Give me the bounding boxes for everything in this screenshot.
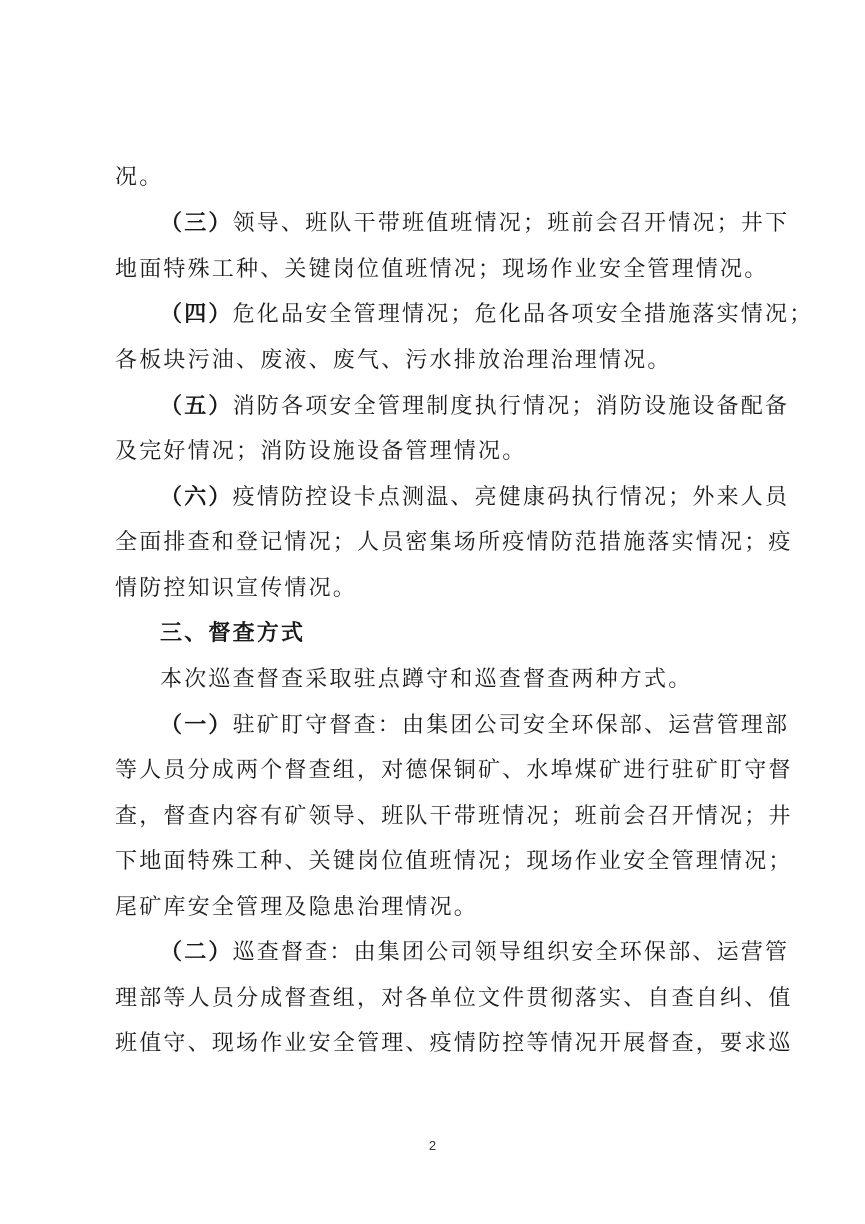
item-label: （三） bbox=[160, 211, 233, 236]
text-line: 理部等人员分成督查组，对各单位文件贯彻落实、自查自纠、值 bbox=[115, 986, 793, 1011]
text-line: 地面特殊工种、关键岗位值班情况；现场作业安全管理情况。 bbox=[115, 257, 769, 282]
item-label: （六） bbox=[160, 485, 233, 510]
paragraph-item-6: （六）疫情防控设卡点测温、亮健康码执行情况；外来人员 bbox=[160, 485, 790, 510]
text-line: 本次巡查督查采取驻点蹲守和巡查督查两种方式。 bbox=[160, 667, 693, 692]
item-label: （五） bbox=[160, 394, 233, 419]
text-line: 等人员分成两个督查组，对德保铜矿、水埠煤矿进行驻矿盯守督 bbox=[115, 758, 793, 783]
text-line: 全面排查和登记情况；人员密集场所疫情防范措施落实情况；疫 bbox=[115, 530, 793, 555]
text-line: 情防控知识宣传情况。 bbox=[115, 576, 358, 601]
text-line: 各板块污油、废液、废气、污水排放治理治理情况。 bbox=[115, 348, 672, 373]
paragraph-item-1: （一）驻矿盯守督查：由集团公司安全环保部、运营管理部 bbox=[160, 713, 790, 738]
section-heading: 三、督查方式 bbox=[160, 621, 306, 646]
paragraph-item-3: （三）领导、班队干带班值班情况；班前会召开情况；井下 bbox=[160, 211, 790, 236]
item-label: （一） bbox=[160, 713, 233, 738]
item-label: （二） bbox=[160, 940, 233, 965]
page-number: 2 bbox=[428, 1138, 437, 1153]
item-label: （四） bbox=[160, 302, 233, 327]
text-line: 及完好情况；消防设施设备管理情况。 bbox=[115, 439, 527, 464]
text-line: 况。 bbox=[115, 165, 164, 190]
text-line: 下地面特殊工种、关键岗位值班情况；现场作业安全管理情况； bbox=[115, 849, 793, 874]
paragraph-item-2: （二）巡查督查：由集团公司领导组织安全环保部、运营管 bbox=[160, 940, 790, 965]
paragraph-item-5: （五）消防各项安全管理制度执行情况；消防设施设备配备 bbox=[160, 394, 790, 419]
paragraph-item-4: （四）危化品安全管理情况；危化品各项安全措施落实情况； bbox=[160, 302, 814, 327]
text-line: 查，督查内容有矿领导、班队干带班情况；班前会召开情况；井 bbox=[115, 804, 793, 829]
text-line: 尾矿库安全管理及隐患治理情况。 bbox=[115, 895, 479, 920]
text-line: 班值守、现场作业安全管理、疫情防控等情况开展督查，要求巡 bbox=[115, 1031, 793, 1056]
